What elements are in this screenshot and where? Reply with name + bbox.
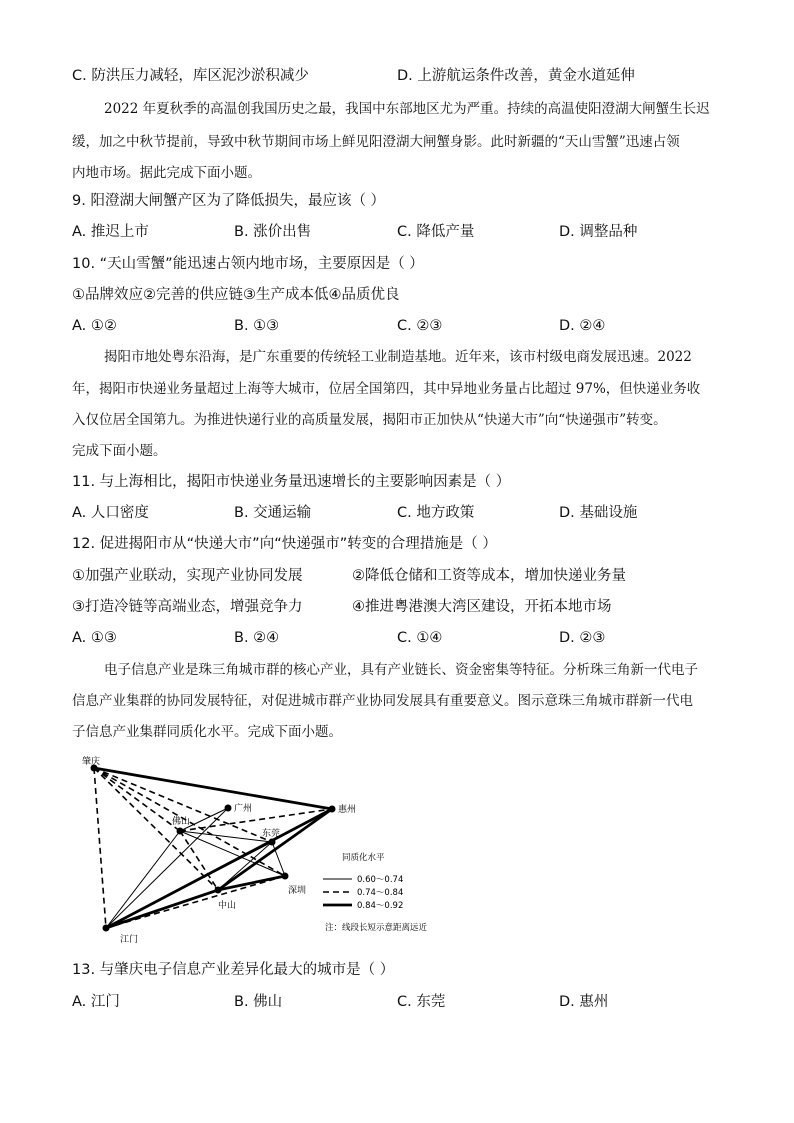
q13-stem: 13. 与肇庆电子信息产业差异化最大的城市是（ ） <box>72 962 395 978</box>
city-label-zhongshan: 中山 <box>218 901 237 911</box>
passage-2-line-3: 入仅位居全国第九。为推进快递行业的高质量发展，揭阳市正加快从“快递大市”向“快递强市”转变。 <box>72 412 667 428</box>
city-label-zhaoqing: 肇庆 <box>82 757 101 767</box>
passage-2-line-4: 完成下面小题。 <box>72 443 167 459</box>
q12-option-c[interactable]: C. ①④ <box>397 630 443 646</box>
city-node-jiangmen <box>103 925 110 932</box>
link-foshan-zhongshan <box>180 831 218 890</box>
legend-dashed-label: 0.74～0.84 <box>357 888 404 898</box>
q12-option-d[interactable]: D. ②③ <box>559 630 606 646</box>
city-label-shenzhen: 深圳 <box>288 886 307 896</box>
q12-item-1: ①加强产业联动，实现产业协同发展 <box>72 568 303 584</box>
city-node-dongguan <box>269 839 276 846</box>
legend-thin-label: 0.60～0.74 <box>357 875 404 885</box>
q11-option-b[interactable]: B. 交通运输 <box>234 505 312 521</box>
link-foshan-jiangmen <box>106 831 180 928</box>
passage-1-line-3: 内地市场。据此完成下面小题。 <box>72 165 261 181</box>
q10-option-b[interactable]: B. ①③ <box>234 318 280 334</box>
passage-2-line-1: 揭阳市地处粤东沿海，是广东重要的传统轻工业制造基地。近年来，该市村级电商发展迅速。2022 <box>104 349 692 365</box>
link-zhaoqing-jiangmen <box>94 768 106 928</box>
city-label-jiangmen: 江门 <box>120 935 139 945</box>
q12-item-4: ④推进粤港澳大湾区建设，开拓本地市场 <box>352 599 612 615</box>
passage-2-line-2: 年，揭阳市快递业务量超过上海等大城市，位居全国第四，其中异地业务量占比超过 97%，但快递业务收 <box>72 381 701 397</box>
link-zhaoqing-foshan <box>94 768 180 831</box>
city-label-foshan: 佛山 <box>172 817 191 827</box>
q8-option-c[interactable]: C. 防洪压力减轻，库区泥沙淤积减少 <box>72 68 309 84</box>
q9-option-a[interactable]: A. 推迟上市 <box>72 224 149 240</box>
homogeneity-network-figure <box>80 752 450 952</box>
q12-item-2: ②降低仓储和工资等成本，增加快递业务量 <box>352 568 626 584</box>
q12-item-3: ③打造冷链等高端业态，增强竞争力 <box>72 599 303 615</box>
q10-items: ①品牌效应②完善的供应链③生产成本低④品质优良 <box>72 287 400 303</box>
city-node-shenzhen <box>282 873 289 880</box>
q13-option-a[interactable]: A. 江门 <box>72 994 120 1010</box>
q10-option-d[interactable]: D. ②④ <box>559 318 606 334</box>
q9-option-d[interactable]: D. 调整品种 <box>559 224 638 240</box>
city-node-zhongshan <box>215 887 222 894</box>
q9-option-c[interactable]: C. 降低产量 <box>397 224 475 240</box>
q13-option-b[interactable]: B. 佛山 <box>234 994 283 1010</box>
q10-stem: 10. “天山雪蟹”能迅速占领内地市场，主要原因是（ ） <box>72 256 424 272</box>
passage-1-line-2: 缓，加之中秋节提前，导致中秋节期间市场上鲜见阳澄湖大闸蟹身影。此时新疆的“天山雪蟹”迅速占领 <box>72 134 680 150</box>
q10-option-c[interactable]: C. ②③ <box>397 318 443 334</box>
city-label-dongguan: 东莞 <box>262 829 281 839</box>
passage-3-line-3: 子信息产业集群同质化水平。完成下面小题。 <box>72 724 342 740</box>
legend-title: 同质化水平 <box>342 853 385 863</box>
city-label-huizhou: 惠州 <box>338 805 357 815</box>
link-jiangmen-zhongshan <box>106 890 218 928</box>
figure-note: 注：线段长短示意距离远近 <box>325 923 428 933</box>
city-node-huizhou <box>329 806 336 813</box>
q10-option-a[interactable]: A. ①② <box>72 318 117 334</box>
passage-3-line-2: 信息产业集群的协同发展特征，对促进城市群产业协同发展具有重要意义。图示意珠三角城市群新一代电 <box>72 693 693 709</box>
q12-option-b[interactable]: B. ②④ <box>234 630 280 646</box>
passage-1-line-1: 2022 年夏秋季的高温创我国历史之最，我国中东部地区尤为严重。持续的高温使阳澄湖大闸蟹生长迟 <box>104 101 710 117</box>
q11-option-a[interactable]: A. 人口密度 <box>72 505 149 521</box>
q11-option-d[interactable]: D. 基础设施 <box>559 505 638 521</box>
q13-option-c[interactable]: C. 东莞 <box>397 994 446 1010</box>
legend-thick-label: 0.84～0.92 <box>357 901 404 911</box>
thin-links <box>94 768 332 928</box>
q9-stem: 9. 阳澄湖大闸蟹产区为了降低损失，最应该（ ） <box>72 193 386 209</box>
q8-option-d[interactable]: D. 上游航运条件改善，黄金水道延伸 <box>397 68 635 84</box>
city-label-guangzhou: 广州 <box>234 804 253 814</box>
q13-option-d[interactable]: D. 惠州 <box>559 994 609 1010</box>
city-node-foshan <box>177 828 184 835</box>
q12-stem: 12. 促进揭阳市从“快递大市”向“快递强市”转变的合理措施是（ ） <box>72 536 497 552</box>
q11-option-c[interactable]: C. 地方政策 <box>397 505 475 521</box>
city-node-guangzhou <box>225 805 232 812</box>
q12-option-a[interactable]: A. ①③ <box>72 630 117 646</box>
figure-legend <box>323 852 428 933</box>
passage-3-line-1: 电子信息产业是珠三角城市群的核心产业，具有产业链长、资金密集等特征。分析珠三角新一代电子 <box>104 662 698 678</box>
q11-stem: 11. 与上海相比，揭阳市快递业务量迅速增长的主要影响因素是（ ） <box>72 474 511 490</box>
q9-option-b[interactable]: B. 涨价出售 <box>234 224 312 240</box>
